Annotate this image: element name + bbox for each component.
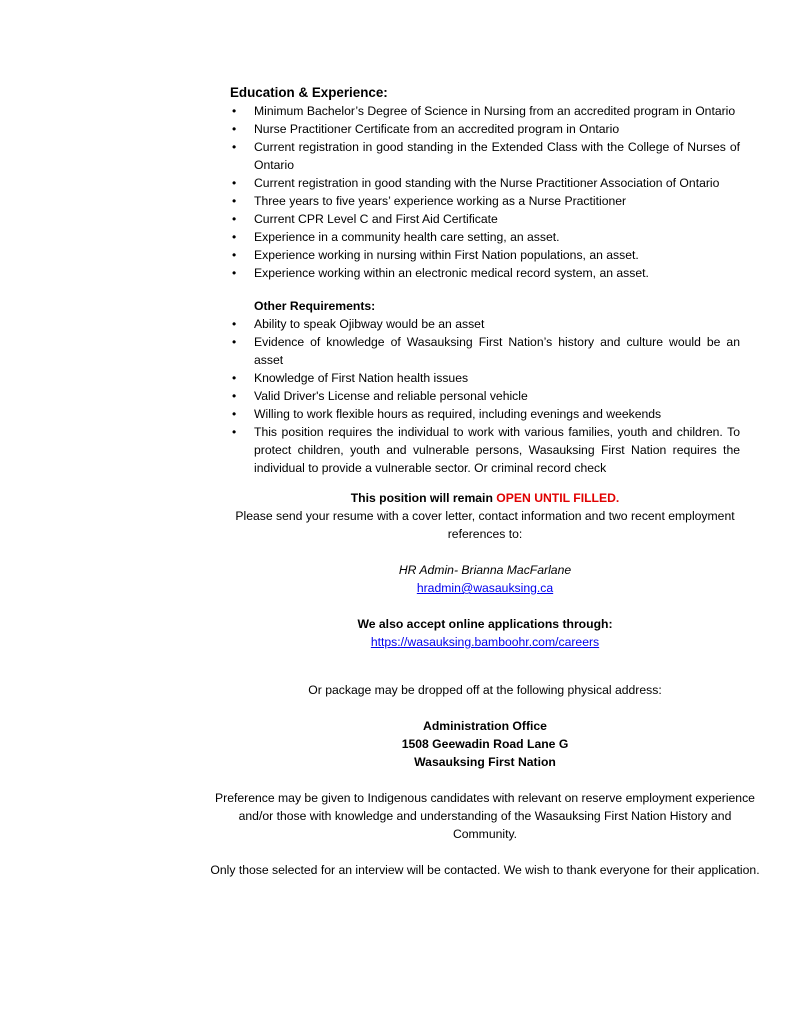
- list-item-text: Experience working in nursing within First Nation populations, an asset.: [254, 248, 639, 262]
- open-status-line: [190, 489, 780, 507]
- list-item: [230, 315, 740, 333]
- list-item-text: Three years to five years’ experience working as a Nurse Practitioner: [254, 194, 627, 208]
- list-item: [230, 333, 740, 369]
- list-item: [230, 246, 740, 264]
- bullet-icon: •: [232, 212, 237, 226]
- bullet-icon: •: [232, 248, 237, 262]
- spacer: [190, 651, 780, 681]
- bullet-icon: •: [232, 230, 237, 244]
- list-item: [230, 405, 740, 423]
- list-item-text: This position requires the individual to work with various families, youth and children. To protect children, youth and vulnerable persons, Wasauksing First Nation requires the individual to provide a vulnerable sector. Or criminal record check: [254, 425, 740, 475]
- list-item-text: Evidence of knowledge of Wasauksing First Nation’s history and culture would be an asset: [254, 335, 740, 367]
- open-status-prefix: This position will remain: [350, 491, 497, 505]
- education-heading: Education & Experience:: [230, 85, 388, 100]
- education-list: [230, 102, 740, 282]
- bullet-icon: •: [232, 389, 237, 403]
- preference-text: Preference may be given to Indigenous candidates with relevant on reserve employment experience and/or those with knowledge and understanding of the Wasauksing First Nation History and Community.: [215, 791, 755, 841]
- address-line-3: Wasauksing First Nation: [414, 755, 556, 769]
- list-item: [230, 369, 740, 387]
- job-posting-content: [210, 84, 760, 879]
- list-item: [230, 174, 740, 192]
- closing-section: [190, 489, 780, 879]
- bullet-icon: •: [232, 194, 237, 208]
- other-requirements-list: [230, 315, 740, 477]
- list-item: [230, 264, 740, 282]
- address-line-2: 1508 Geewadin Road Lane G: [401, 737, 569, 751]
- thanks-text: Only those selected for an interview will be contacted. We wish to thank everyone for their application.: [210, 863, 760, 877]
- list-item: [230, 120, 740, 138]
- spacer: [190, 771, 780, 789]
- list-item-text: Minimum Bachelor’s Degree of Science in Nursing from an accredited program in Ontario: [254, 104, 736, 118]
- list-item: [230, 228, 740, 246]
- spacer: [230, 477, 740, 489]
- bullet-icon: •: [232, 104, 237, 118]
- list-item-text: Current registration in good standing with the Nurse Practitioner Association of Ontario: [254, 176, 720, 190]
- list-item-text: Current CPR Level C and First Aid Certificate: [254, 212, 498, 226]
- address-line-1: Administration Office: [423, 719, 547, 733]
- spacer: [190, 597, 780, 615]
- dropoff-text: Or package may be dropped off at the following physical address:: [308, 683, 662, 697]
- open-until-filled-badge: OPEN UNTIL FILLED.: [496, 491, 620, 505]
- bullet-icon: •: [232, 317, 237, 331]
- list-item-text: Ability to speak Ojibway would be an asset: [254, 317, 485, 331]
- list-item: [230, 423, 740, 477]
- bullet-icon: •: [232, 407, 237, 421]
- list-item: [230, 102, 740, 120]
- careers-url-link[interactable]: https://wasauksing.bamboohr.com/careers: [370, 635, 600, 649]
- online-url-line: [190, 633, 780, 651]
- bullet-icon: •: [232, 425, 237, 439]
- list-item-text: Experience in a community health care setting, an asset.: [254, 230, 560, 244]
- online-applications-heading: We also accept online applications through:: [357, 617, 613, 631]
- contact-name: HR Admin- Brianna MacFarlane: [398, 563, 572, 577]
- other-requirements-heading: Other Requirements:: [254, 299, 376, 313]
- bullet-icon: •: [232, 140, 237, 154]
- list-item-text: Nurse Practitioner Certificate from an accredited program in Ontario: [254, 122, 620, 136]
- list-item-text: Valid Driver's License and reliable personal vehicle: [254, 389, 528, 403]
- list-item: [230, 210, 740, 228]
- send-instructions: Please send your resume with a cover letter, contact information and two recent employment references to:: [235, 509, 735, 541]
- list-item-text: Willing to work flexible hours as required, including evenings and weekends: [254, 407, 662, 421]
- spacer: [190, 843, 780, 861]
- list-item-text: Knowledge of First Nation health issues: [254, 371, 469, 385]
- list-item-text: Current registration in good standing in the Extended Class with the College of Nurses of Ontario: [254, 140, 740, 172]
- list-item: [230, 387, 740, 405]
- bullet-icon: •: [232, 335, 237, 349]
- spacer: [190, 543, 780, 561]
- list-item: [230, 138, 740, 174]
- bullet-icon: •: [232, 176, 237, 190]
- list-item: [230, 192, 740, 210]
- contact-email-line: [190, 579, 780, 597]
- bullet-icon: •: [232, 371, 237, 385]
- spacer: [190, 699, 780, 717]
- bullet-icon: •: [232, 266, 237, 280]
- contact-email-link[interactable]: hradmin@wasauksing.ca: [416, 581, 554, 595]
- list-item-text: Experience working within an electronic medical record system, an asset.: [254, 266, 649, 280]
- bullet-icon: •: [232, 122, 237, 136]
